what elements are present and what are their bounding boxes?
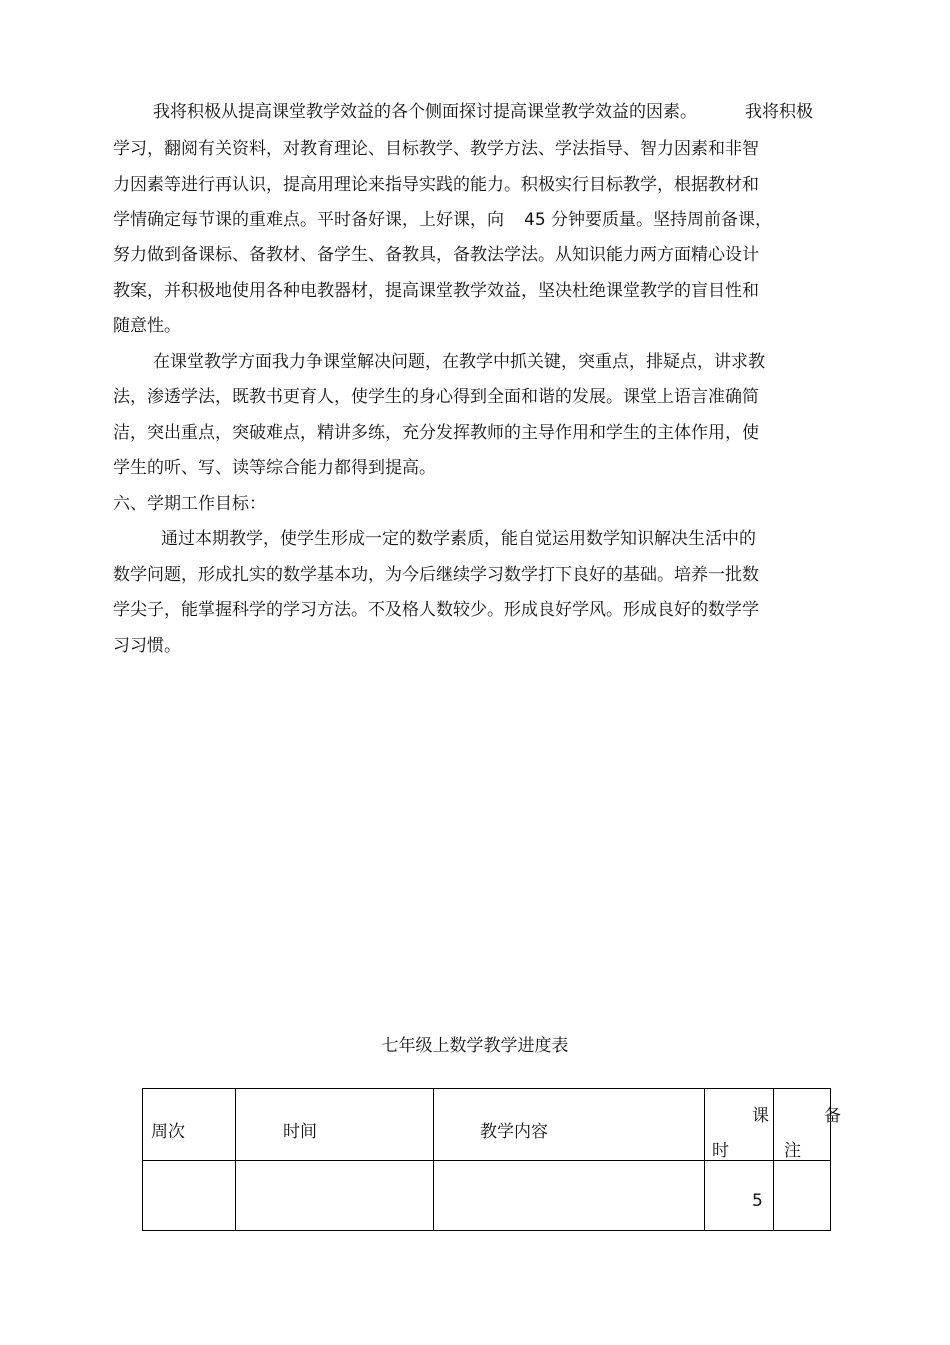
schedule-table — [142, 1088, 841, 1231]
text-segment: 教案，并积极地使用各种电教器材，提高课堂教学效益，坚决杜绝课堂教学的盲目性和 — [113, 281, 759, 301]
text-segment: 洁，突出重点，突破难点，精讲多练，充分发挥教师的主导作用和学生的主体作用，使 — [113, 423, 759, 443]
text-segment: 在课堂教学方面我力争课堂解决问题，在教学中抓关键，突重点，排疑点，讲求教 — [153, 352, 765, 372]
text-line — [113, 245, 759, 265]
text-line — [113, 565, 759, 585]
text-line — [113, 352, 765, 372]
header-hours: 课 时 — [705, 1089, 774, 1161]
text-segment: 学尖子，能掌握科学的学习方法。不及格人数较少。形成良好学风。形成良好的数学学 — [113, 600, 759, 620]
text-line — [113, 102, 813, 122]
table-header-row — [143, 1089, 831, 1161]
text-segment: 学情确定每节课的重难点。平时备好课，上好课，向 — [113, 210, 504, 230]
text-segment: 我将积极从提高课堂教学效益的各个侧面探讨提高课堂教学效益的因素。 — [153, 102, 697, 122]
text-line — [113, 281, 759, 301]
text-segment: 学生的听、写、读等综合能力都得到提高。 — [113, 458, 436, 478]
header-note: 备 注 — [774, 1089, 831, 1161]
header-time: 时间 — [236, 1089, 434, 1161]
header-content: 教学内容 — [434, 1089, 705, 1161]
text-line — [113, 387, 759, 407]
text-segment: 习习惯。 — [113, 636, 181, 656]
text-segment: 努力做到备课标、备教材、备学生、备教具，备教法学法。从知识能力两方面精心设计 — [113, 245, 759, 265]
text-segment: 学习，翻阅有关资料，对教育理论、目标教学、教学方法、学法指导、智力因素和非智 — [113, 139, 759, 159]
text-line — [113, 458, 436, 478]
text-segment: 45 分钟要质量。坚持周前备课， — [524, 210, 773, 230]
cell-hours: 5 — [705, 1161, 774, 1231]
text-segment: 随意性。 — [113, 316, 181, 336]
cell-week — [143, 1161, 236, 1231]
text-line — [113, 316, 181, 336]
text-line — [113, 636, 181, 656]
cell-content — [434, 1161, 705, 1231]
text-segment: 法，渗透学法，既教书更育人，使学生的身心得到全面和谐的发展。课堂上语言准确简 — [113, 387, 759, 407]
table-title: 七年级上数学教学进度表 — [381, 1036, 569, 1056]
text-segment: 六、学期工作目标： — [113, 494, 266, 514]
text-line — [113, 423, 759, 443]
text-line — [113, 139, 759, 159]
header-week: 周次 — [143, 1089, 236, 1161]
text-line — [113, 210, 772, 230]
text-segment: 我将积极 — [745, 102, 813, 122]
text-segment: 力因素等进行再认识，提高用理论来指导实践的能力。积极实行目标教学，根据教材和 — [113, 175, 759, 195]
text-line — [113, 529, 756, 549]
table-row — [143, 1161, 831, 1231]
cell-time — [236, 1161, 434, 1231]
text-line — [113, 494, 266, 514]
text-segment: 通过本期教学，使学生形成一定的数学素质，能自觉运用数学知识解决生活中的 — [161, 529, 756, 549]
text-segment: 数学问题，形成扎实的数学基本功，为今后继续学习数学打下良好的基础。培养一批数 — [113, 565, 759, 585]
cell-note — [774, 1161, 831, 1231]
text-line — [113, 175, 759, 195]
text-line — [113, 600, 759, 620]
